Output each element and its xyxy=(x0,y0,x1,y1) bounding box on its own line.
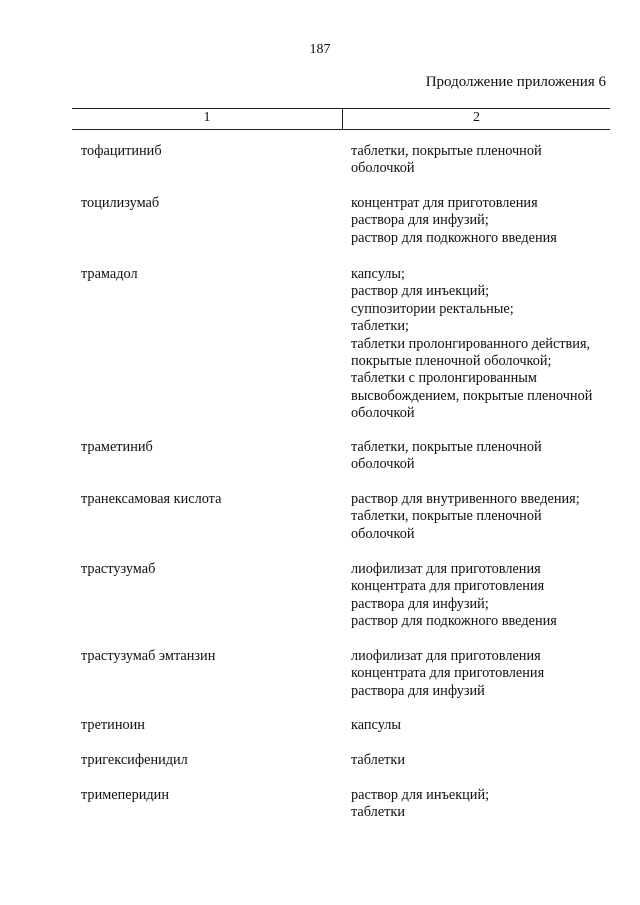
drug-name: трастузумаб xyxy=(81,561,156,577)
drug-name: тригексифенидил xyxy=(81,752,188,768)
continuation-label: Продолжение приложения 6 xyxy=(425,74,606,90)
dosage-forms xyxy=(351,266,621,423)
dosage-form-line: лиофилизат для приготовления xyxy=(351,561,541,577)
dosage-form-line: высвобождением, покрытые пленочной xyxy=(351,387,593,404)
dosage-form-line: раствор для инъекций; xyxy=(351,787,490,803)
dosage-forms xyxy=(351,195,621,247)
dosage-form-line: таблетки с пролонгированным xyxy=(351,370,537,387)
dosage-form-line: концентрата для приготовления xyxy=(351,665,545,682)
dosage-form-line: таблетки xyxy=(351,752,406,768)
column-header-1: 1 xyxy=(203,110,211,125)
dosage-form-line: раствор для внутривенного введения; xyxy=(351,491,580,507)
dosage-forms xyxy=(351,648,621,700)
drug-name: трастузумаб эмтанзин xyxy=(81,648,216,664)
dosage-forms xyxy=(351,491,621,543)
dosage-form-line: таблетки, покрытые пленочной xyxy=(351,439,542,455)
drug-name: траметиниб xyxy=(81,439,153,455)
dosage-form-line: таблетки; xyxy=(351,318,409,335)
drug-name: тофацитиниб xyxy=(81,143,162,159)
dosage-form-line: таблетки, покрытые пленочной xyxy=(351,143,542,159)
drug-name: транексамовая кислота xyxy=(81,491,222,507)
dosage-forms xyxy=(351,717,621,734)
table-header xyxy=(72,108,610,130)
dosage-form-line: таблетки, покрытые пленочной xyxy=(351,508,542,525)
dosage-form-line: концентрата для приготовления xyxy=(351,578,545,595)
drug-name: трамадол xyxy=(81,266,138,282)
dosage-forms xyxy=(351,561,621,631)
dosage-form-line: концентрат для приготовления xyxy=(351,195,538,211)
dosage-form-line: раствор для подкожного введения xyxy=(351,229,557,246)
dosage-form-line: оболочкой xyxy=(351,160,415,177)
dosage-forms xyxy=(351,787,621,822)
drug-name: тоцилизумаб xyxy=(81,195,160,211)
dosage-form-line: оболочкой xyxy=(351,525,415,542)
dosage-form-line: покрытые пленочной оболочкой; xyxy=(351,353,552,370)
page-number: 187 xyxy=(309,42,331,57)
dosage-form-line: раствора для инфузий; xyxy=(351,212,489,229)
drug-name: тримеперидин xyxy=(81,787,169,803)
dosage-form-line: раствор для подкожного введения xyxy=(351,613,557,630)
dosage-form-line: таблетки xyxy=(351,804,406,821)
dosage-form-line: лиофилизат для приготовления xyxy=(351,648,541,664)
drug-name: третиноин xyxy=(81,717,145,733)
dosage-forms xyxy=(351,143,621,178)
dosage-form-line: капсулы; xyxy=(351,266,405,282)
dosage-forms xyxy=(351,439,621,474)
dosage-form-line: оболочкой xyxy=(351,456,415,473)
dosage-form-line: раствора для инфузий; xyxy=(351,595,489,612)
dosage-form-line: таблетки пролонгированного действия, xyxy=(351,335,591,352)
dosage-form-line: оболочкой xyxy=(351,405,415,422)
column-header-2: 2 xyxy=(473,110,480,125)
dosage-form-line: капсулы xyxy=(351,717,401,733)
dosage-form-line: суппозитории ректальные; xyxy=(351,300,514,317)
dosage-forms xyxy=(351,752,621,769)
dosage-form-line: раствор для инъекций; xyxy=(351,283,490,300)
dosage-form-line: раствора для инфузий xyxy=(351,682,485,699)
